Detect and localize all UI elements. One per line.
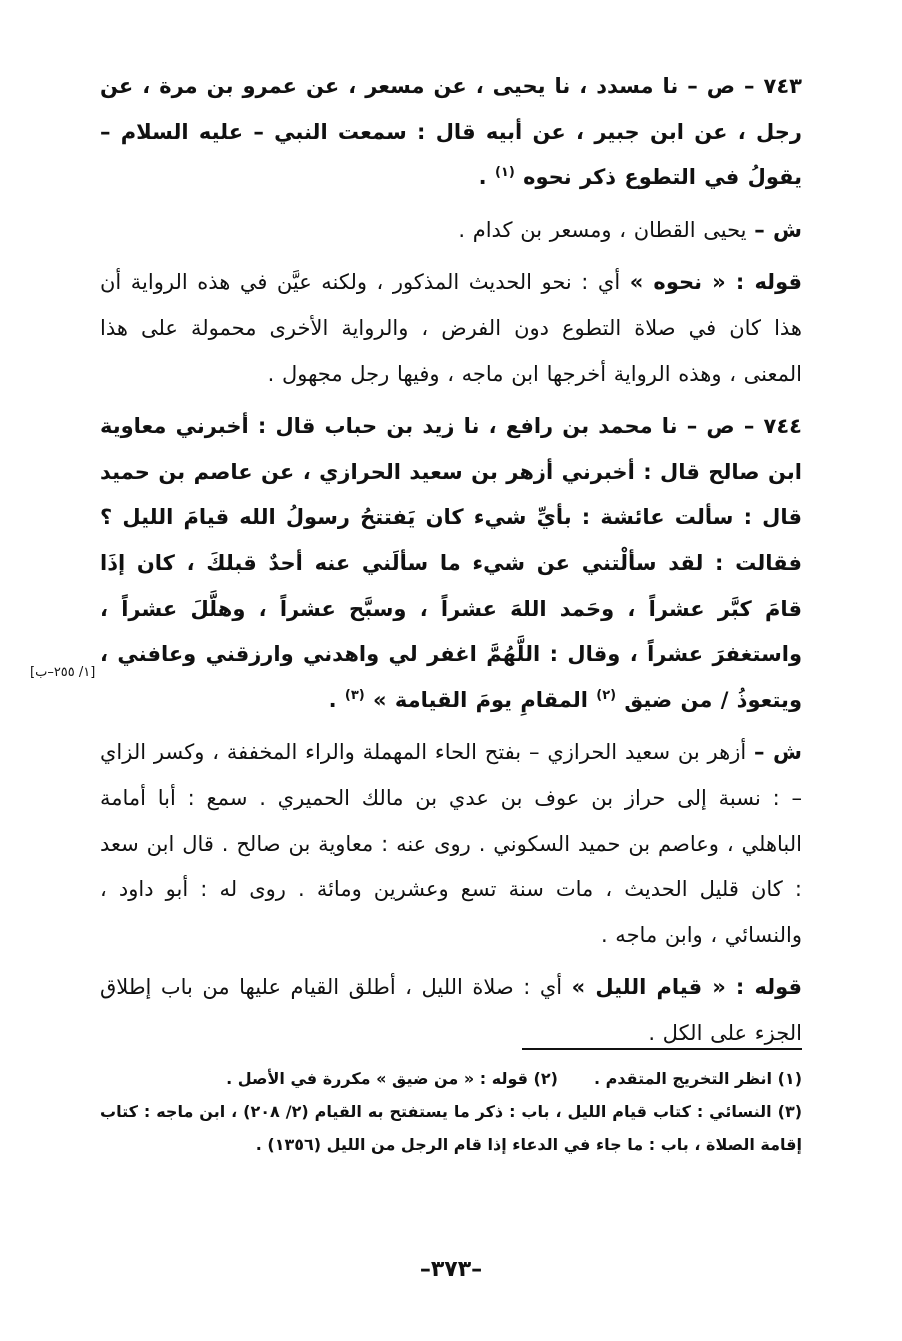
footnote-ref-1: (١) bbox=[494, 165, 515, 181]
sharh-743-text: يحيى القطان ، ومسعر بن كدام . bbox=[458, 217, 755, 242]
footnote-1: (١) انظر التخريج المتقدم . bbox=[593, 1069, 802, 1088]
page-body bbox=[100, 64, 802, 1063]
hadith-743-tail: . bbox=[478, 165, 495, 190]
hadith-744-tail2: . bbox=[328, 687, 345, 712]
qawluh-qiyam-paragraph bbox=[100, 965, 802, 1056]
hadith-744-tail: المقامِ يومَ القيامة » bbox=[373, 687, 597, 712]
sharh-743-paragraph bbox=[100, 208, 802, 254]
hadith-743-paragraph bbox=[100, 64, 802, 201]
footnote-3: (٣) النسائي : كتاب قيام الليل ، باب : ذكر ما يستفتح به القيام (٢/ ٢٠٨) ، ابن ماجه : كتاب إقامة الصلاة ، باب : ما جاء في الدعاء إذا قام الرجل من الليل (١٣٥٦) . bbox=[100, 1102, 803, 1154]
qawluh-nahwah-lead: قوله : « نحوه » bbox=[629, 270, 802, 295]
footnote-ref-3: (٣) bbox=[344, 687, 365, 703]
hadith-744-text: ٧٤٤ – ص – نا محمد بن رافع ، نا زيد بن حباب قال : أخبرني معاوية ابن صالح قال : أخبرني أزهر بن سعيد الحرازي ، عن عاصم بن حميد قال : سألت عائشة : بأيِّ شيء كان يَفتتحُ رسولُ الله قيامَ الليل ؟ فقالت : لقد سألْتني عن شيء ما سألَني عنه أحدٌ قبلكَ ، كان إذَا قامَ كبَّر عشراً ، وحَمد اللهَ عشراً ، وسبَّح عشراً ، وهلَّلَ عشراً ، واستغفرَ عشراً ، وقال : اللَّهُمَّ اغفر لي واهدني وارزقني وعافني ، ويتعوذُ / من ضيق bbox=[100, 414, 802, 712]
page-number: –٣٧٣– bbox=[419, 1257, 483, 1282]
footnotes bbox=[100, 1062, 802, 1161]
qawluh-nahwah-paragraph bbox=[100, 260, 802, 397]
qawluh-qiyam-lead: قوله : « قيام الليل » bbox=[571, 975, 802, 1000]
footnote-row-1-2 bbox=[100, 1062, 802, 1095]
sharh-744-text: أزهر بن سعيد الحرازي – بفتح الحاء المهملة والراء المخففة ، وكسر الزاي – : نسبة إلى حراز بن عوف بن عدي بن مالك الحميري . سمع : أبا أمامة الباهلي ، وعاصم بن حميد السكوني . روى عنه : معاوية بن صالح . قال ابن سعد : كان قليل الحديث ، مات سنة تسع وعشرين ومائة . روى له : أبو داود ، والنسائي ، وابن ماجه . bbox=[100, 740, 802, 947]
hadith-743-text: ٧٤٣ – ص – نا مسدد ، نا يحيى ، عن مسعر ، عن عمرو بن مرة ، عن رجل ، عن ابن جبير ، عن أبيه قال : سمعت النبي – عليه السلام – يقولُ في التطوع ذكر نحوه bbox=[100, 74, 802, 190]
qawluh-qiyam-text: أي : صلاة الليل ، أطلق القيام عليها من باب إطلاق الجزء على الكل . bbox=[100, 975, 802, 1045]
footnote-2: (٢) قوله : « من ضيق » مكررة في الأصل . bbox=[226, 1069, 558, 1088]
hadith-744-paragraph bbox=[100, 404, 802, 723]
footnote-ref-2: (٢) bbox=[596, 687, 617, 703]
sharh-743-lead: ش – bbox=[754, 217, 802, 242]
qawluh-nahwah-text: أي : نحو الحديث المذكور ، ولكنه عيَّن في هذه الرواية أن هذا كان في صلاة التطوع دون الفرض ، والرواية الأخرى محمولة على هذا المعنى ، وهذه الرواية أخرجها ابن ماجه ، وفيها رجل مجهول . bbox=[100, 270, 802, 386]
sharh-744-paragraph bbox=[100, 730, 802, 958]
sharh-744-lead: ش – bbox=[754, 740, 802, 765]
footnote-divider bbox=[522, 1048, 802, 1050]
manuscript-folio-marker: [١/ ٢٥٥–ب] bbox=[30, 665, 96, 680]
